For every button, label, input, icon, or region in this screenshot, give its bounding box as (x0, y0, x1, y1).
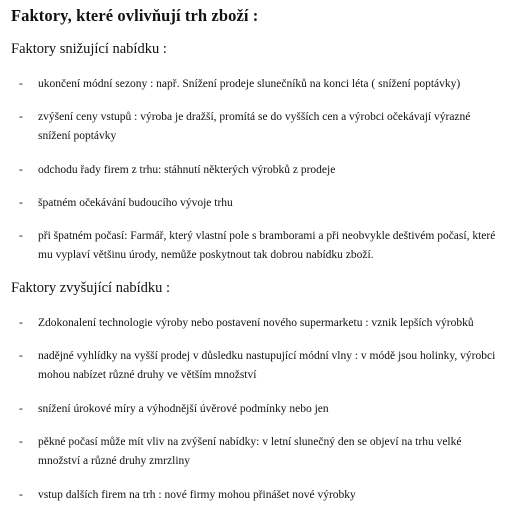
list-item-text: ukončení módní sezony : např. Snížení prodeje slunečníků na konci léta ( snížení poptávky) (38, 78, 461, 90)
document-title: Faktory, které ovlivňují trh zboží : (11, 6, 259, 25)
dash-marker: - (19, 350, 23, 362)
list-item-text: vstup dalších firem na trh : nové firmy mohou přinášet nové výrobky (38, 489, 356, 501)
dash-marker: - (19, 164, 23, 176)
list-item-text: odchodu řady firem z trhu: stáhnutí některých výrobků z prodeje (38, 164, 336, 176)
dash-marker: - (19, 111, 23, 123)
dash-marker: - (19, 403, 23, 415)
list-item-text: při špatném počasí: Farmář, který vlastní pole s bramborami a při neobvykle deštivém počasí, které mu vyplaví většinu úrody, nemůže poskytnout tak dobrou nabídku zboží. (38, 230, 496, 261)
list-item-text: pěkné počasí může mít vliv na zvýšení nabídky: v letní slunečný den se objeví na trhu velké množství a různé druhy zmrzliny (38, 436, 462, 467)
dash-marker: - (19, 197, 23, 209)
section-heading-increasing-supply: Faktory zvyšující nabídku : (11, 280, 171, 296)
list-item-text: Zdokonalení technologie výroby nebo postavení nového supermarketu : vznik lepších výrobků (38, 317, 474, 329)
list-item-text: snížení úrokové míry a výhodnější úvěrové podmínky nebo jen (38, 403, 329, 415)
dash-marker: - (19, 436, 23, 448)
section-heading-decreasing-supply: Faktory snižující nabídku : (11, 41, 167, 57)
dash-marker: - (19, 317, 23, 329)
list-item-text: špatném očekávání budoucího vývoje trhu (38, 197, 233, 209)
dash-marker: - (19, 78, 23, 90)
dash-marker: - (19, 489, 23, 501)
list-item-text: nadějné vyhlídky na vyšší prodej v důsledku nastupující módní vlny : v módě jsou holinky, výrobci mohou nabízet různé druhy ve větším množství (38, 350, 496, 381)
list-item-text: zvýšení ceny vstupů : výroba je dražší, promítá se do vyšších cen a výrobci očekávají výrazné snížení poptávky (38, 111, 471, 142)
dash-marker: - (19, 230, 23, 242)
